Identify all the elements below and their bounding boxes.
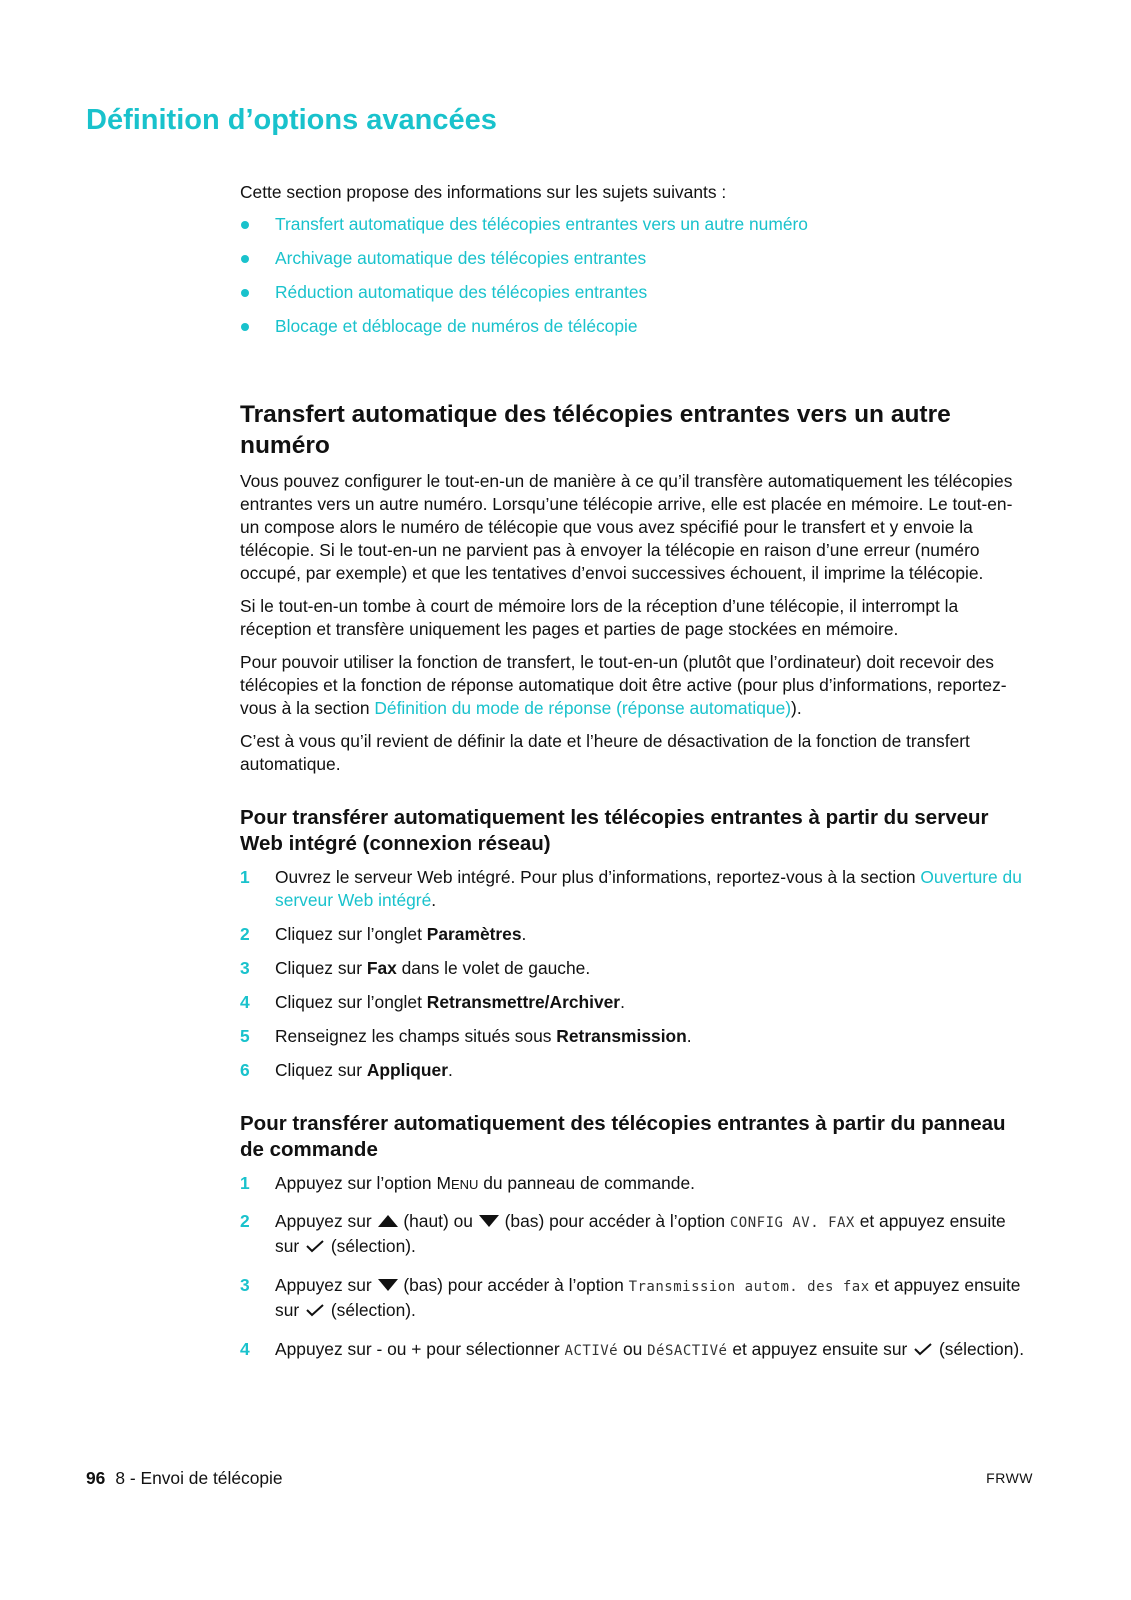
step-number: 4 [240, 992, 250, 1012]
checkmark-icon [304, 1301, 326, 1324]
step-item [240, 1059, 1030, 1082]
step-text: Cliquez sur l’onglet [275, 924, 427, 944]
document-code: FRWW [986, 1470, 1033, 1486]
panel-steps [240, 1172, 1030, 1363]
topic-link[interactable]: Blocage et déblocage de numéros de télécopie [275, 316, 638, 336]
step-item [240, 957, 1030, 980]
paragraph: Vous pouvez configurer le tout-en-un de manière à ce qu’il transfère automatiquement les télécopies entrantes vers un autre numéro. Lorsqu’une télécopie arrive, elle est placée en mémoire. Le tout-en-un compose alors le numéro de télécopie que vous avez spécifié pour le transfert et y envoie la télécopie. Si le tout-en-un ne parvient pas à envoyer la télécopie en raison d’une erreur (numéro occupé, par exemple) et que les tentatives d’envoi successives échouent, il imprime la télécopie. [240, 471, 1013, 583]
step-text: et appuyez ensuite sur [275, 1275, 1021, 1320]
step-text: . [431, 890, 437, 910]
topic-link[interactable]: Transfert automatique des télécopies entrantes vers un autre numéro [275, 214, 808, 234]
step-text: Appuyez sur - ou + pour sélectionner [275, 1339, 565, 1359]
lcd-option: DéSACTIVé [647, 1343, 728, 1359]
step-item [240, 866, 1030, 912]
step-text: (bas) pour accéder à l’option [398, 1275, 629, 1295]
step-number: 1 [240, 867, 250, 887]
ui-term: Paramètres [426, 924, 522, 944]
step-item [240, 1210, 1030, 1260]
ui-term: Fax [366, 958, 397, 978]
step-text: Appuyez sur l’option [275, 1173, 437, 1193]
up-arrow-icon [377, 1212, 399, 1235]
step-number: 3 [240, 958, 250, 978]
step-text: Renseignez les champs situés sous [275, 1026, 557, 1046]
step-text: Appuyez sur [275, 1211, 377, 1231]
web-steps [240, 866, 1030, 1082]
step-text: Cliquez sur [275, 1060, 367, 1080]
main-content [240, 181, 1030, 1377]
step-text: (sélection). [934, 1339, 1025, 1359]
topic-link[interactable]: Archivage automatique des télécopies entrantes [275, 248, 647, 268]
paragraph: C’est à vous qu’il revient de définir la date et l’heure de désactivation de la fonction de transfert automatique. [240, 731, 970, 774]
topic-list [240, 213, 1030, 338]
step-number: 4 [240, 1339, 250, 1359]
paragraph-text: ). [791, 698, 802, 718]
menu-term: M [436, 1173, 451, 1193]
topic-link[interactable]: Réduction automatique des télécopies entrantes [275, 282, 648, 302]
step-number: 1 [240, 1173, 250, 1193]
intro-text: Cette section propose des informations sur les sujets suivants : [240, 182, 727, 202]
step-number: 2 [240, 1211, 250, 1231]
checkmark-icon [304, 1237, 326, 1260]
step-text: Appuyez sur [275, 1275, 377, 1295]
list-item[interactable] [240, 247, 1030, 270]
lcd-option: CONFIG AV. FAX [729, 1215, 855, 1231]
step-text: . [686, 1026, 692, 1046]
lcd-option: ACTIVé [564, 1343, 619, 1359]
step-item [240, 1025, 1030, 1048]
page-title: Définition d’options avancées [86, 104, 497, 136]
ui-term: Retransmission [556, 1026, 687, 1046]
step-text: . [447, 1060, 453, 1080]
answer-mode-link[interactable]: Définition du mode de réponse (réponse automatique) [374, 698, 792, 718]
step-text: . [521, 924, 527, 944]
lcd-option: Transmission autom. des fax [628, 1279, 870, 1295]
step-text: (haut) ou [398, 1211, 478, 1231]
step-number: 5 [240, 1026, 250, 1046]
step-text: . [620, 992, 625, 1012]
page-number: 96 [86, 1468, 106, 1488]
paragraph-text: Pour pouvoir utiliser la fonction de transfert, le tout-en-un (plutôt que l’ordinateur) doit recevoir des télécopies et la fonction de réponse automatique doit être active (pour plus d’informations, reportez-vous à la section [240, 652, 1007, 718]
list-item[interactable] [240, 213, 1030, 236]
paragraph: Si le tout-en-un tombe à court de mémoire lors de la réception d’une télécopie, il interrompt la réception et transfère uniquement les pages et parties de page stockées en mémoire. [240, 596, 959, 639]
paragraph [240, 651, 1030, 720]
list-item[interactable] [240, 281, 1030, 304]
step-item [240, 1274, 1030, 1324]
step-text: (bas) pour accéder à l’option [499, 1211, 730, 1231]
step-text: (sélection). [326, 1300, 416, 1320]
ui-term: Retransmettre/Archiver [426, 992, 621, 1012]
ui-term: Appliquer [366, 1060, 448, 1080]
step-item [240, 1172, 1030, 1196]
list-item[interactable] [240, 315, 1030, 338]
section-heading: Transfert automatique des télécopies entrantes vers un autre numéro [240, 401, 951, 459]
step-item [240, 991, 1030, 1014]
step-text: et appuyez ensuite sur [727, 1339, 913, 1359]
step-item [240, 923, 1030, 946]
step-text: dans le volet de gauche. [396, 958, 591, 978]
step-number: 2 [240, 924, 250, 944]
down-arrow-icon [478, 1212, 500, 1235]
ews-link[interactable]: Ouverture du serveur Web intégré [275, 867, 1022, 910]
menu-term: ENU [450, 1177, 479, 1192]
web-procedure-heading: Pour transférer automatiquement les télécopies entrantes à partir du serveur Web intégré (connexion réseau) [240, 806, 989, 855]
step-text: Ouvrez le serveur Web intégré. Pour plus d’informations, reportez-vous à la section [275, 867, 921, 887]
checkmark-icon [912, 1340, 934, 1363]
panel-procedure-heading: Pour transférer automatiquement des télécopies entrantes à partir du panneau de commande [240, 1112, 1006, 1161]
step-text: (sélection). [326, 1236, 416, 1256]
step-text: et appuyez ensuite sur [275, 1211, 1006, 1256]
step-number: 3 [240, 1275, 250, 1295]
step-text: Cliquez sur l’onglet [275, 992, 427, 1012]
step-text: ou [618, 1339, 648, 1359]
step-text: Cliquez sur [275, 958, 367, 978]
down-arrow-icon [377, 1276, 399, 1299]
step-text: du panneau de commande. [478, 1173, 695, 1193]
chapter-title: 8 - Envoi de télécopie [115, 1468, 283, 1488]
page-footer [86, 1468, 283, 1489]
step-item [240, 1338, 1030, 1363]
step-number: 6 [240, 1060, 250, 1080]
